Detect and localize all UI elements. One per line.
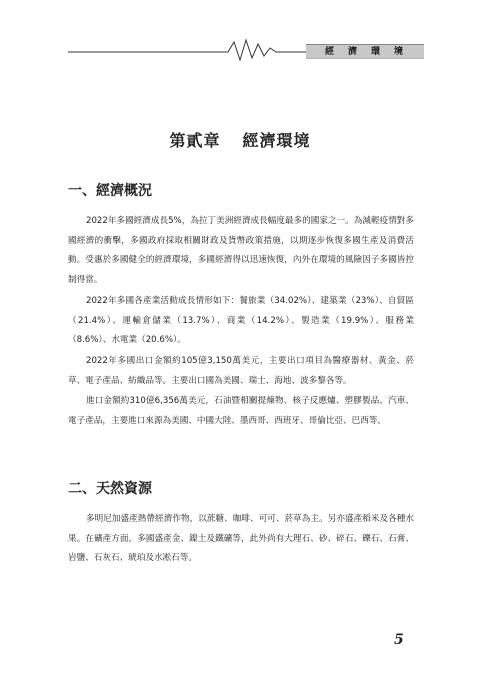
paragraph: 進口金額約310億6,356萬美元，石油暨相關提煉物、核子反應爐、塑膠製品、汽車、電子產品，主要進口來源為美國、中國大陸、墨西哥、西班牙、哥倫比亞、巴西等。: [68, 396, 414, 426]
paragraph: 2022年多國出口金額約105億3,150萬美元，主要出口項目為醫療器材、黃金、菸草、電子產品、紡織品等。主要出口國為美國、瑞士、海地、波多黎各等。: [68, 356, 414, 386]
page-number: 5: [394, 632, 404, 648]
header-label: 經濟環境: [306, 44, 424, 58]
section-heading-resources: 二、天然資源: [68, 481, 152, 497]
paragraph: 2022年多國經濟成長5%，為拉丁美洲經濟成長幅度最多的國家之一。為減輕疫情對多國經濟的衝擊，多國政府採取相關財政及貨幣政策措施，以期逐步恢復多國生產及消費活動。受惠於多國健全的經濟環境，多國經濟得以迅速恢復，內外在環境的風險因子多國皆控制得當。: [68, 216, 414, 285]
paragraph: 2022年多國各產業活動成長情形如下：餐旅業（34.02%）、建築業（23%）、自貿區（21.4%）、運輸倉儲業（13.7%）、商業（14.2%）、製造業（19.9%）、服務業（8.6%）、水電業（20.6%）。: [68, 296, 414, 345]
chapter-number: 第貳章: [169, 131, 221, 150]
running-header: [68, 38, 424, 62]
section-heading-economy: 一、經濟概況: [68, 183, 152, 199]
chapter-name: 經濟環境: [242, 131, 311, 150]
paragraph: 多明尼加盛產熱帶經濟作物，以蔗糖、咖啡、可可、菸草為主。另亦盛產稻米及各種水果。在礦產方面，多國盛產金、鎳土及鐵礦等，此外尚有大理石、砂、碎石、礫石、石膏、岩鹽、石灰石、琥珀及水凇石等。: [68, 514, 414, 563]
chapter-title: [0, 128, 480, 151]
